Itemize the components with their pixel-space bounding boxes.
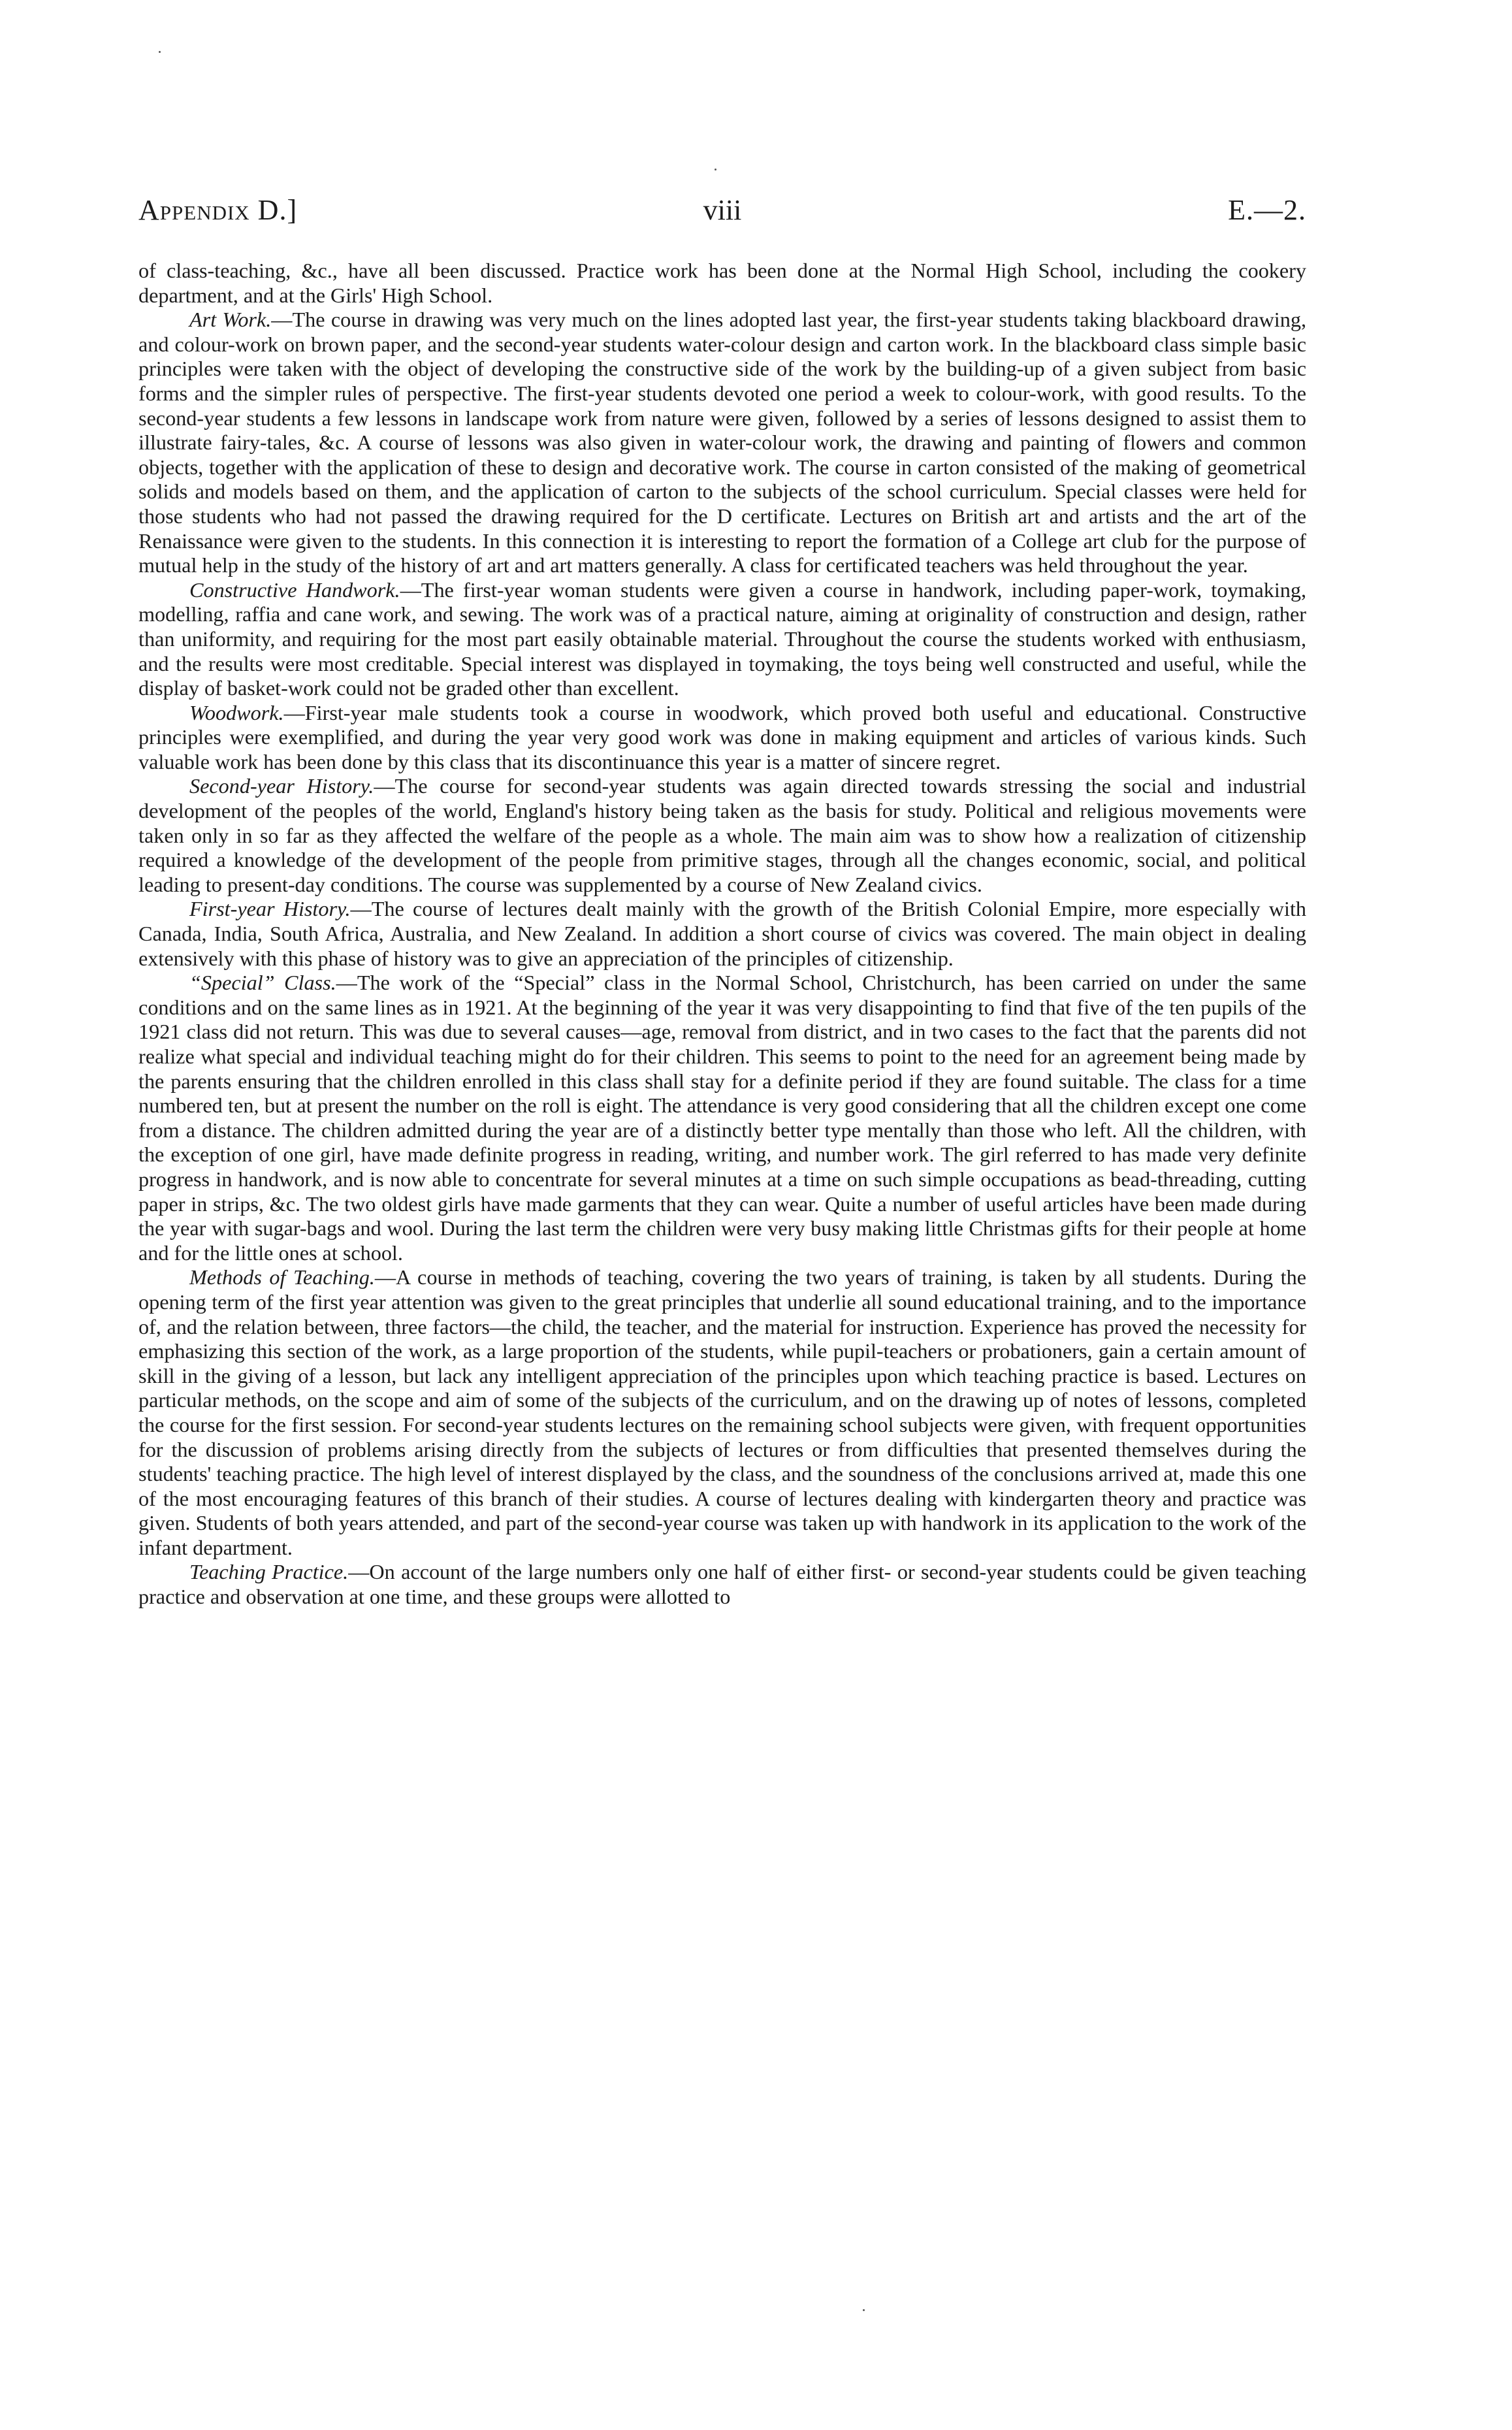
paragraph-text: —On account of the large numbers only one half of either first- or second-year students could be given teaching practice and observation at one time, and these groups were allotted to	[138, 1560, 1306, 1609]
header-appendix-label: Appendix D.]	[138, 194, 298, 226]
paragraph-teaching-practice	[138, 1560, 1306, 1609]
paragraph-constructive-handwork	[138, 578, 1306, 701]
paragraph-heading: First-year History.	[189, 897, 351, 921]
paragraph-methods-of-teaching	[138, 1265, 1306, 1560]
paragraph-heading: Second-year History.	[189, 774, 374, 798]
paragraph-text: —The course for second-year students was again directed towards stressing the social and industrial development of the peoples of the world, England's history being taken as the basis for study. Political and religious movements were taken only in so far as they affected the welfare of the people as a whole. The main aim was to show how a realization of citizenship required a knowledge of the development of the people from primitive stages, through all the changes economic, social, and political leading to present-day conditions. The course was supplemented by a course of New Zealand civics.	[138, 774, 1306, 896]
paragraph-heading: Teaching Practice.	[189, 1560, 349, 1584]
paragraph-text: —First-year male students took a course in woodwork, which proved both useful and educational. Constructive principles were exemplified, and during the year very good work was done in making equipment and articles of various kinds. Such valuable work has been done by this class that its discontinuance this year is a matter of sincere regret.	[138, 700, 1306, 773]
paragraph-second-year-history	[138, 774, 1306, 897]
paragraph-text: of class-teaching, &c., have all been discussed. Practice work has been done at the Normal High School, including the cookery department, and at the Girls' High School.	[138, 259, 1306, 307]
paper-speck	[863, 2309, 865, 2311]
paragraph-text: —The course of lectures dealt mainly with the growth of the British Colonial Empire, more especially with Canada, India, South Africa, Australia, and New Zealand. In addition a short course of civics was covered. The main object in dealing extensively with this phase of history was to give an appreciation of the principles of citizenship.	[138, 897, 1307, 970]
paragraph-special-class	[138, 971, 1306, 1265]
page-header	[138, 191, 1306, 230]
paragraph-continuation	[138, 259, 1306, 308]
page-number: viii	[703, 194, 742, 226]
paragraph-heading: Woodwork.	[189, 700, 284, 724]
paragraph-art-work	[138, 308, 1306, 578]
document-body	[138, 259, 1306, 1610]
paragraph-heading: Art Work.	[189, 308, 272, 332]
paper-speck	[159, 51, 161, 53]
paragraph-heading: Methods of Teaching.	[189, 1265, 375, 1289]
paragraph-text: —A course in methods of teaching, covering the two years of training, is taken by all students. During the opening term of the first year attention was given to the great principles that underlie all sound educational training, and to the importance of, and the relation between, three factors—the child, the teacher, and the material for instruction. Experience has proved the necessity for emphasizing this section of the work, as a large proportion of the students, while pupil-teachers or probationers, gain a certain amount of skill in the giving of a lesson, but lack any intelligent appreciation of the principles upon which teaching practice is based. Lectures on particular methods, on the scope and aim of some of the subjects of the curriculum, and on the drawing up of notes of lessons, completed the course for the first session. For second-year students lectures on the remaining school subjects were given, with frequent opportunities for the discussion of problems arising directly from the subjects of lectures or from difficulties that presented themselves during the students' teaching practice. The high level of interest displayed by the class, and the soundness of the conclusions arrived at, made this one of the most encouraging features of this branch of their studies. A course of lectures dealing with kindergarten theory and practice was given. Students of both years attended, and part of the second-year course was taken up with handwork in its application to the work of the infant department.	[138, 1265, 1306, 1559]
paragraph-heading: “Special” Class.	[189, 971, 336, 995]
paragraph-woodwork	[138, 701, 1306, 775]
document-reference: E.—2.	[1228, 194, 1306, 226]
paragraph-heading: Constructive Handwork.	[189, 577, 400, 602]
paragraph-text: —The first-year woman students were given a course in handwork, including paper-work, toymaking, modelling, raffia and cane work, and sewing. The work was of a practical nature, aiming at originality of construction and design, rather than uniformity, and requiring for the most part easily obtainable material. Throughout the course the students worked with enthusiasm, and the results were most creditable. Special interest was displayed in toymaking, the toys being well constructed and useful, while the display of basket-work could not be graded other than excellent.	[138, 577, 1307, 700]
paragraph-text: —The course in drawing was very much on the lines adopted last year, the first-year students taking blackboard drawing, and colour-work on brown paper, and the second-year students water-colour design and carton work. In the blackboard class simple basic principles were taken with the object of developing the constructive side of the work by the building-up of a given subject from basic forms and the simpler rules of perspective. The first-year students devoted one period a week to colour-work, with good results. To the second-year students a few lessons in landscape work from nature were given, followed by a series of lessons designed to assist them to illustrate fairy-tales, &c. A course of lessons was also given in water-colour work, the drawing and painting of flowers and common objects, together with the application of these to design and decorative work. The course in carton consisted of the making of geometrical solids and models based on them, and the application of carton to the subjects of the school curriculum. Special classes were held for those students who had not passed the drawing required for the D certificate. Lectures on British art and artists and the art of the Renaissance were given to the students. In this connection it is interesting to report the formation of a College art club for the purpose of mutual help in the study of the history of art and art matters generally. A class for certificated teachers was held throughout the year.	[138, 308, 1306, 577]
paper-speck	[715, 169, 716, 170]
paragraph-text: —The work of the “Special” class in the Normal School, Christchurch, has been carried on under the same conditions and on the same lines as in 1921. At the beginning of the year it was very disappointing to find that five of the ten pupils of the 1921 class did not return. This was due to several causes—age, removal from district, and in two cases to the fact that the parents did not realize what special and individual teaching might do for their children. This seems to point to the need for an agreement being made by the parents ensuring that the children enrolled in this class shall stay for a definite period if they are found suitable. The class for a time numbered ten, but at present the number on the roll is eight. The attendance is very good considering that all the children except one come from a distance. The children admitted during the year are of a distinctly better type mentally than those who left. All the children, with the exception of one girl, have made definite progress in reading, writing, and number work. The girl referred to has made very definite progress in handwork, and is now able to concentrate for several minutes at a time on such simple occupations as bead-threading, cutting paper in strips, &c. The two oldest girls have made garments that they can wear. Quite a number of useful articles have been made during the year with sugar-bags and wool. During the last term the children were very busy making little Christmas gifts for their people at home and for the little ones at school.	[138, 971, 1306, 1265]
paragraph-first-year-history	[138, 897, 1306, 971]
